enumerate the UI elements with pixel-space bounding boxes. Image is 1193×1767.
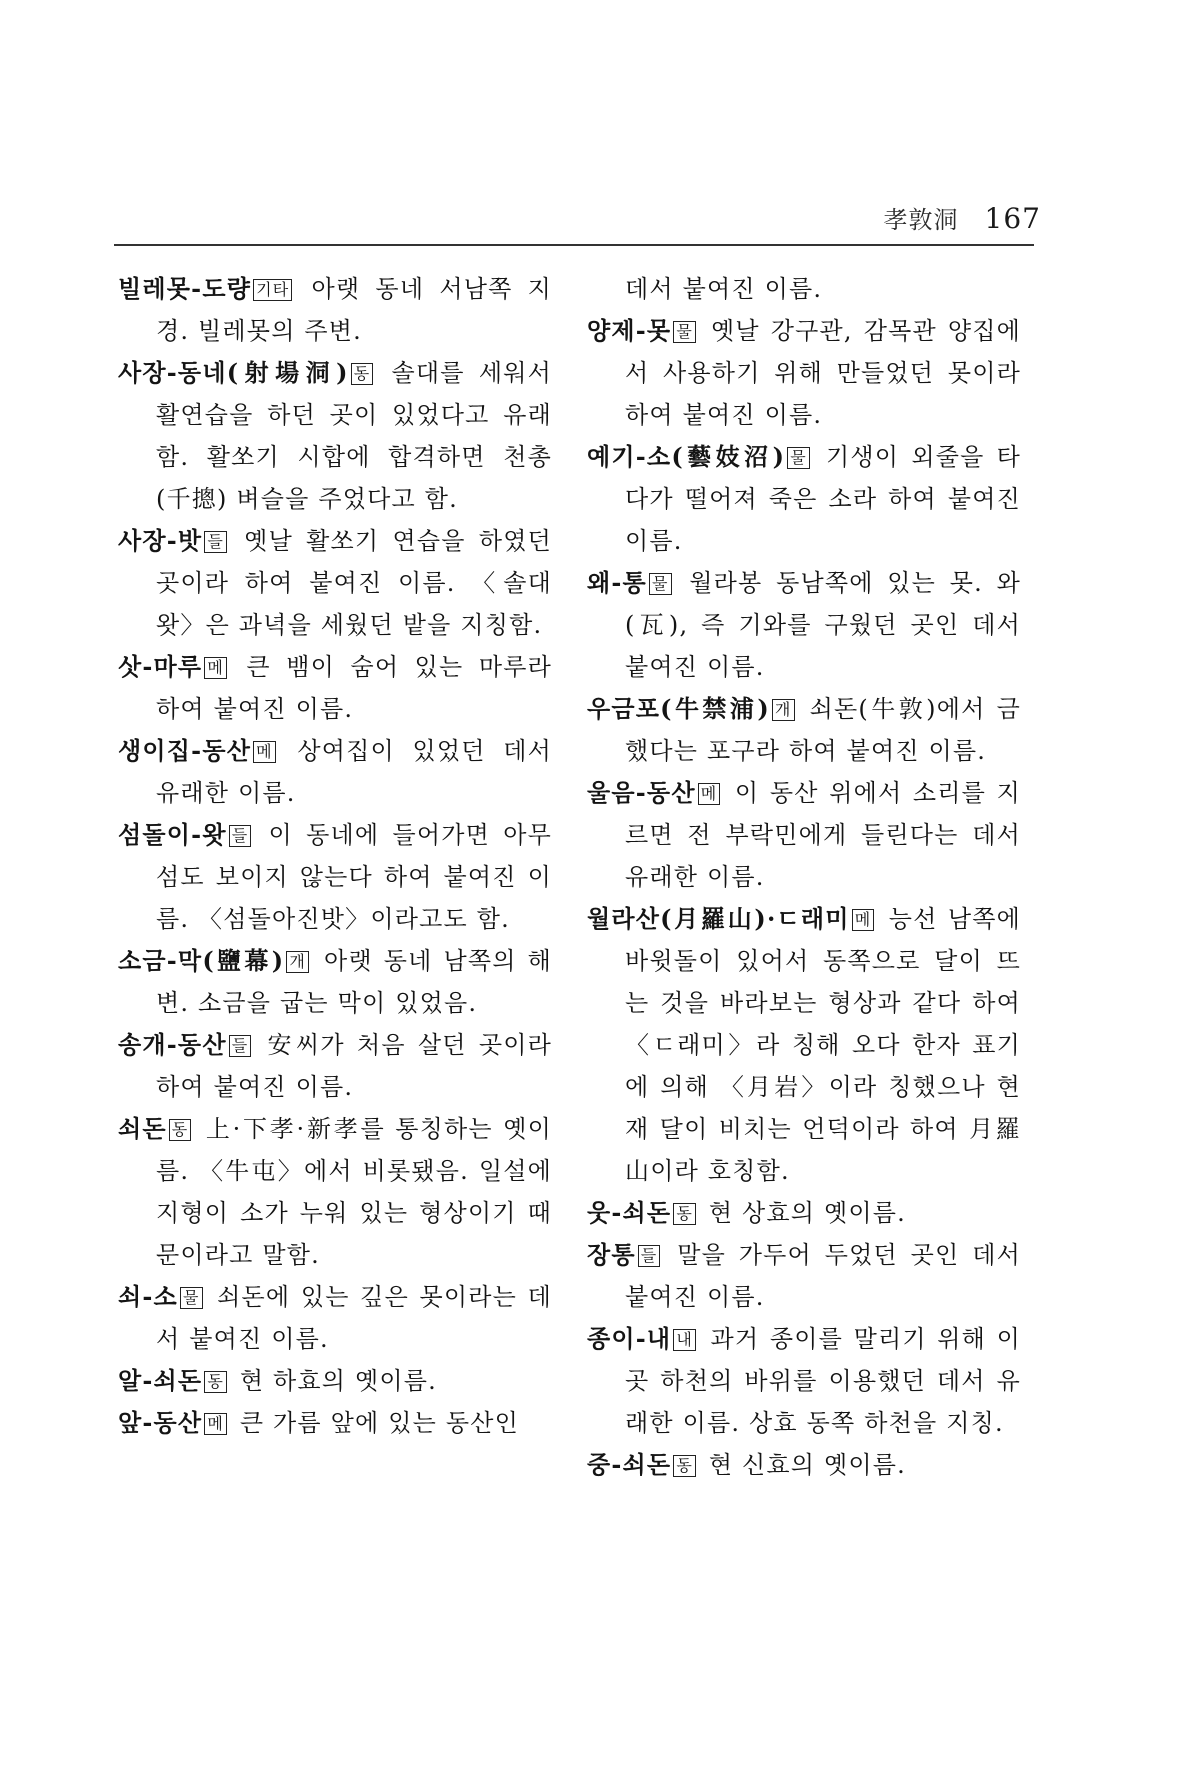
entry: 섬돌이-왓 들 이 동네에 들어가면 아무 섬도 보이지 않는다 하여 붙여진 이름. 〈섬돌아진밧〉이라고도 함. [118, 820, 552, 933]
category-tag: 물 [180, 1287, 203, 1309]
entry: 웃-쇠돈 동 현 상효의 옛이름. [587, 1198, 906, 1227]
category-tag: 물 [787, 447, 810, 469]
category-tag: 동 [204, 1371, 227, 1393]
entry: 예기-소(藝妓沼) 물 기생이 외줄을 타다가 떨어져 죽은 소라 하여 붙여진 이름. [587, 442, 1021, 555]
category-tag: 메 [204, 1413, 227, 1435]
entry: 쇠-소 물 쇠돈에 있는 깊은 못이라는 데서 붙여진 이름. [118, 1282, 552, 1353]
left-column [118, 268, 552, 1444]
category-tag: 개 [772, 699, 795, 721]
entry: 왜-통 물 월라봉 동남쪽에 있는 못. 와(瓦), 즉 기와를 구웠던 곳인 데서 붙여진 이름. [587, 568, 1021, 681]
entry: 사장-밧 들 옛날 활쏘기 연습을 하였던 곳이라 하여 붙여진 이름. 〈솔대왓〉은 과녁을 세웠던 밭을 지칭함. [118, 526, 552, 639]
entry: 울음-동산 메 이 동산 위에서 소리를 지르면 전 부락민에게 들린다는 데서 유래한 이름. [587, 778, 1021, 891]
category-tag: 들 [204, 531, 227, 553]
entry: 생이집-동산 메 상여집이 있었던 데서 유래한 이름. [118, 736, 552, 807]
category-tag: 동 [351, 363, 374, 385]
entry: 종이-내 내 과거 종이를 말리기 위해 이곳 하천의 바위를 이용했던 데서 유래한 이름. 상효 동쪽 하천을 지칭. [587, 1324, 1021, 1437]
category-tag: 들 [229, 825, 252, 847]
entry: 우금포(牛禁浦) 개 쇠돈(牛敦)에서 금했다는 포구라 하여 붙여진 이름. [587, 694, 1021, 765]
entry-continuation: 데서 붙여진 이름. [625, 275, 823, 303]
page-number: 167 [984, 202, 1041, 235]
right-column [587, 268, 1021, 1486]
page-header [884, 200, 1041, 235]
category-tag: 메 [204, 657, 227, 679]
category-tag: 메 [253, 741, 276, 763]
entry: 사장-동네(射場洞) 동 솔대를 세워서 활연습을 하던 곳이 있었다고 유래함. 활쏘기 시합에 합격하면 천총(千摠) 벼슬을 주었다고 함. [118, 358, 552, 513]
entry: 앞-동산 메 큰 가름 앞에 있는 동산인 [118, 1408, 519, 1437]
category-tag: 동 [169, 1119, 192, 1141]
entry: 중-쇠돈 동 현 신효의 옛이름. [587, 1450, 906, 1479]
running-head-title: 孝敦洞 [883, 206, 959, 234]
category-tag: 동 [673, 1455, 696, 1477]
entry: 빌레못-도량 기타 아랫 동네 서남쪽 지경. 빌레못의 주변. [118, 274, 552, 345]
category-tag: 물 [649, 573, 672, 595]
category-tag: 메 [852, 909, 875, 931]
entry: 알-쇠돈 동 현 하효의 옛이름. [118, 1366, 437, 1395]
entry: 소금-막(鹽幕) 개 아랫 동네 남쪽의 해변. 소금을 굽는 막이 있었음. [118, 946, 552, 1017]
category-tag: 동 [673, 1203, 696, 1225]
category-tag: 메 [698, 783, 721, 805]
category-tag: 들 [229, 1035, 252, 1057]
entry: 월라산(月羅山)·ㄷ래미 메 능선 남쪽에 바윗돌이 있어서 동쪽으로 달이 뜨는 것을 바라보는 형상과 같다 하여 〈ㄷ래미〉라 칭해 오다 한자 표기에 의해 〈月岩〉이라 칭했으나 현재 달이 비치는 언덕이라 하여 月羅山이라 호칭함. [587, 904, 1021, 1185]
category-tag: 내 [673, 1329, 696, 1351]
category-tag: 물 [673, 321, 696, 343]
category-tag: 들 [638, 1245, 661, 1267]
category-tag: 개 [286, 951, 309, 973]
category-tag: 기타 [253, 279, 292, 301]
entry: 쇠돈 동 上·下孝·新孝를 통칭하는 옛이름. 〈牛屯〉에서 비롯됐음. 일설에 지형이 소가 누워 있는 형상이기 때문이라고 말함. [118, 1114, 552, 1269]
entry: 송개-동산 들 安씨가 처음 살던 곳이라 하여 붙여진 이름. [118, 1030, 552, 1101]
header-rule [114, 244, 1034, 246]
entry: 삿-마루 메 큰 뱀이 숨어 있는 마루라 하여 붙여진 이름. [118, 652, 552, 723]
entry: 장통 들 말을 가두어 두었던 곳인 데서 붙여진 이름. [587, 1240, 1021, 1311]
entry: 양제-못 물 옛날 강구관, 감목관 양집에서 사용하기 위해 만들었던 못이라 하여 붙여진 이름. [587, 316, 1021, 429]
